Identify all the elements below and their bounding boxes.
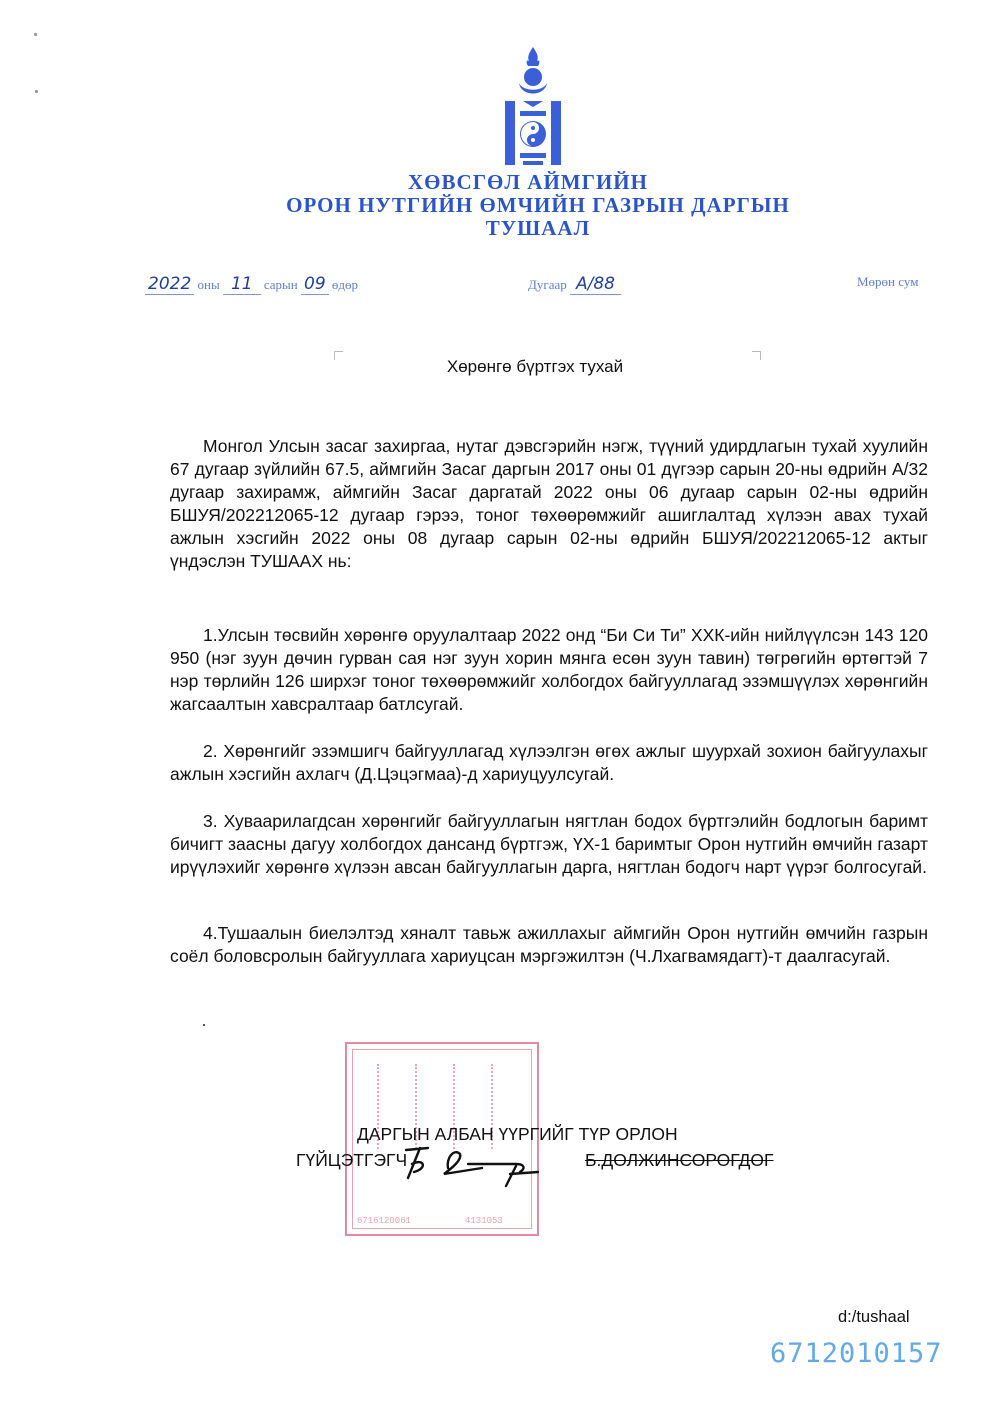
scan-speck	[34, 33, 37, 36]
document-subject: Хөрөнгө бүртгэх тухай	[446, 357, 624, 376]
soyombo-emblem-icon	[505, 45, 561, 167]
paragraph-text: 2. Хөрөнгийг эзэмшигч байгууллагад хүлээлгэн өгөх ажлыг шуурхай зохион байгуулахыг ажлын хэсгийн ахлагч (Д.Цэцэгмаа)-д хариуцуулсугай.	[170, 741, 928, 784]
year-label: оны	[197, 277, 220, 292]
paragraph-text: Монгол Улсын засаг захиргаа, нутаг дэвсгэрийн нэгж, түүний удирдлагын тухай хуулийн 67 дугаар зүйлийн 67.5, аймгийн Засаг даргын 2017 оны 01 дүгээр сарын 20-ны өдрийн А/32 дугаар захирамж, аймгийн Засаг даргатай 2022 оны 06 дугаар сарын 02-ны өдрийн БШУЯ/202212065-12 дугаар гэрээ, тоног төхөөрөмжийг ашиглалтад хүлээн авах тухай ажлын хэсгийн 2022 оны 08 дугаар сарын 02-ны өдрийн БШУЯ/202212065-12 актыг үндэслэн ТУШААХ нь:	[170, 436, 928, 571]
order-item-3	[170, 810, 928, 879]
scan-speck	[35, 90, 38, 93]
stamp-register-number: 6716120061	[357, 1216, 412, 1226]
order-item-4	[170, 922, 928, 968]
date-year: 2022	[145, 274, 194, 295]
paragraph-text: 1.Улсын төсвийн хөрөнгө оруулалтаар 2022 онд “Би Си Ти” ХХК-ийн нийлүүлсэн 143 120 950 (нэг зуун дөчин гурван сая нэг зуун хорин мянга есөн зуун тавин) төгрөгийн өртөгтэй 7 нэр төрлийн 126 ширхэг тоног төхөөрөмжийг холбогдох байгууллагад эзэмшүүлэх хөрөнгийн жагсаалтын хавсралтаар батлсугай.	[170, 625, 928, 714]
month-label: сарын	[263, 277, 298, 292]
signatory-role: ГҮЙЦЭТГЭГЧ	[296, 1150, 408, 1170]
document-date	[145, 274, 358, 294]
document-place: Мөрөн сум	[857, 274, 919, 289]
order-item-1	[170, 624, 928, 716]
date-month: 11	[223, 274, 261, 295]
signatory-name: Б.ДОЛЖИНСОРОГДОГ	[585, 1150, 774, 1170]
header-line-2: ОРОН НУТГИЙН ӨМЧИЙН ГАЗРЫН ДАРГЫН	[286, 193, 790, 217]
header-line-1: ХӨВСГӨЛ АЙМГИЙН	[408, 170, 648, 194]
paragraph-text: 3. Хуваарилагдсан хөрөнгийг байгууллагын нягтлан бодох бүртгэлийн бодлогын баримт бичигт заасны дагуу холбогдох дансанд бүртгэж, ҮХ-1 баримтыг Орон нутгийн өмчийн газарт ирүүлэхийг хөрөнгө хүлээн авсан байгууллагын дарга, нягтлан бодогч нарт үүрэг болгосугай.	[170, 811, 928, 877]
paragraph-text: 4.Тушаалын биелэлтэд хяналт тавьж ажиллахыг аймгийн Орон нутгийн өмчийн газрын соёл боловсролын байгууллага хариуцсан мэргэжилтэн (Ч.Лхагвамядагт)-т даалгасугай.	[170, 923, 928, 966]
number-label: Дугаар	[528, 277, 567, 292]
header-line-3: ТУШААЛ	[485, 216, 591, 240]
serial-number: 6712010157	[770, 1338, 943, 1369]
handwritten-signature-icon	[398, 1138, 548, 1188]
file-path: d:/tushaal	[838, 1308, 910, 1326]
order-item-2	[170, 740, 928, 786]
stray-mark	[203, 1024, 205, 1026]
stamp-phone-number: 4131053	[465, 1216, 503, 1226]
day-label: өдөр	[331, 277, 359, 292]
number-value: А/88	[570, 274, 621, 295]
preamble-paragraph	[170, 435, 928, 573]
document-number	[528, 274, 621, 294]
date-day: 09	[301, 274, 329, 295]
signatory-title: ДАРГЫН АЛБАН ҮҮРГИЙГ ТҮР ОРЛОН	[357, 1124, 678, 1144]
